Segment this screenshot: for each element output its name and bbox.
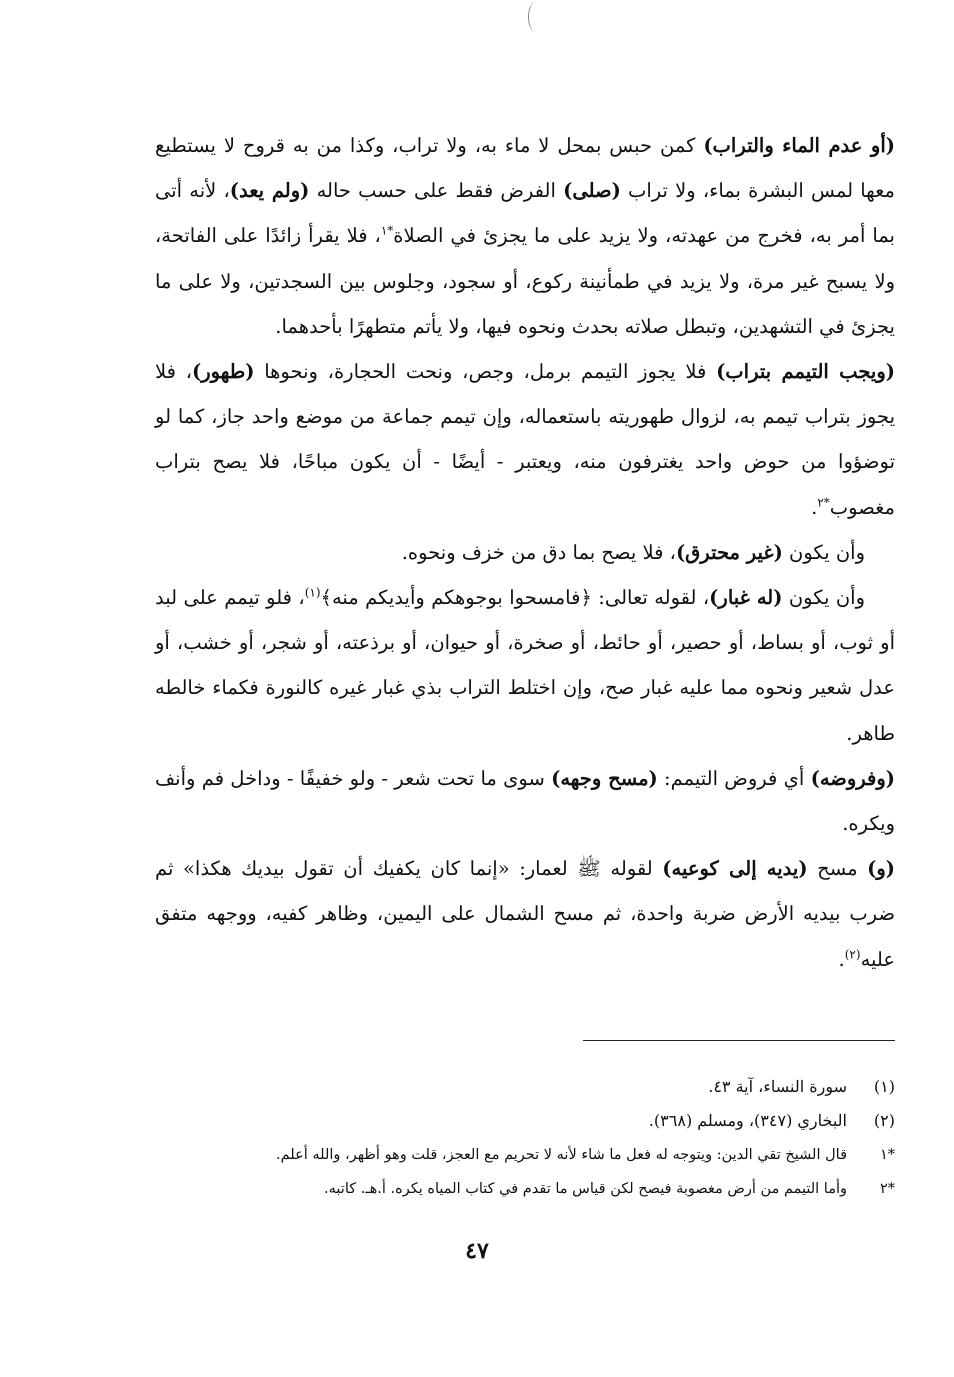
text-run: لقوله ﷺ لعمار: «إنما كان يكفيك أن تقول بيديك هكذا» ثم ضرب بيديه الأرض ضربة واحدة، ثم مسح الشمال على اليمين، وظاهر كفيه، ووجهه متفق عليه: [155, 857, 895, 971]
text-run: كمن حبس بمحل لا ماء به، ولا تراب، وكذا من به قروح لا يستطيع معها لمس البشرة بماء، ولا تراب: [155, 134, 895, 203]
footnote-text: البخاري (٣٤٧)، ومسلم (٣٦٨).: [648, 1111, 847, 1130]
footnote-divider: [583, 1040, 895, 1041]
bold-term: (يديه إلى كوعيه): [662, 857, 808, 881]
margin-note: [155, 1174, 895, 1204]
text-run: ، لأنه أتى بما أمر به، فخرج من عهدته، ولا يزيد على ما يجزئ في الصلاة: [155, 179, 895, 248]
bold-term: (وفروضه): [810, 766, 895, 790]
page-number: ٤٧: [465, 1238, 489, 1264]
bold-term: (ويجب التيمم بتراب): [716, 360, 895, 384]
footnote: [155, 1106, 895, 1136]
text-run: مسح: [807, 857, 868, 881]
main-text: [155, 123, 895, 982]
bold-term: (صلى): [563, 179, 621, 203]
paragraph: [155, 123, 895, 349]
margin-note-text: قال الشيخ تقي الدين: ويتوجه له فعل ما شاء لأنه لا تحريم مع العجز، قلت وهو أظهر، والله أعلم.: [276, 1147, 847, 1163]
footnotes-section: [155, 1072, 895, 1204]
bold-term: (غير محترق): [675, 540, 783, 564]
bold-term: (طهور): [192, 360, 255, 384]
margin-note-number: *١: [879, 1147, 895, 1163]
note-marker: *٢: [817, 495, 830, 510]
margin-note-text: وأما التيمم من أرض مغصوبة فيصح لكن قياس ما تقدم في كتاب المياه يكره. أ.هـ. كاتبه.: [324, 1181, 847, 1197]
margin-note: [155, 1140, 895, 1170]
note-marker: *١: [380, 223, 394, 238]
text-run: الفرض فقط على حسب حاله: [309, 179, 564, 203]
paragraph: [155, 349, 895, 530]
paragraph: [155, 575, 895, 756]
text-run: .: [811, 495, 818, 519]
text-run: وأن يكون: [782, 586, 865, 610]
paragraph: [155, 846, 895, 982]
paragraph: [155, 530, 895, 575]
bold-term: (و): [867, 857, 895, 881]
text-run: ، فلا يجوز بتراب تيمم به، لزوال طهوريته باستعماله، وإن تيمم جماعة من موضع واحد جاز، كما لو توضؤوا من حوض واحد يغترفون منه، ويعتبر - أيضًا - أن يكون مباحًا، فلا يصح بتراب مغصوب: [155, 360, 895, 519]
text-run: فلا يجوز التيمم برمل، وجص، ونحت الحجارة، ونحوها: [254, 360, 717, 384]
bold-term: (ولم يعد): [229, 179, 310, 203]
text-run: ، فلا يقرأ زائدًا على الفاتحة، ولا يسبح غير مرة، ولا يزيد في طمأنينة ركوع، أو سجود، وجلوس بين السجدتين، ولا على ما يجزئ في التشهدين، وتبطل صلاته بحدث ونحوه فيها، ولا يأتم متطهرًا بأحدهما.: [155, 224, 895, 338]
note-marker: (٢): [844, 947, 861, 962]
text-run: ، لقوله تعالى: ﴿فامسحوا بوجوهكم وأيديكم منه﴾: [320, 586, 710, 610]
scan-mark: [528, 2, 543, 32]
bold-term: (أو عدم الماء والتراب): [703, 134, 895, 157]
note-marker: (١): [304, 585, 321, 600]
text-run: ، فلو تيمم على لبد أو ثوب، أو بساط، أو حصير، أو حائط، أو صخرة، أو حيوان، أو برذعته، أو شجر، أو خشب، أو عدل شعير ونحوه مما عليه غبار صح، وإن اختلط التراب بذي غبار غيره كالنورة فكماء خالطه طاهر.: [155, 586, 895, 745]
footnote-number: (٢): [873, 1111, 895, 1130]
text-run: أي فروض التيمم:: [657, 766, 811, 790]
bold-term: (له غبار): [709, 586, 783, 610]
margin-note-number: *٢: [879, 1181, 895, 1197]
text-run: .: [838, 947, 845, 971]
text-run: ، فلا يصح بما دق من خزف ونحوه.: [401, 540, 676, 564]
footnote-number: (١): [873, 1077, 895, 1096]
text-run: وأن يكون: [782, 540, 865, 564]
bold-term: (مسح وجهه): [551, 766, 658, 790]
paragraph: [155, 756, 895, 846]
text-run: سوى ما تحت شعر - ولو خفيفًا - وداخل فم وأنف ويكره.: [155, 766, 895, 836]
footnote-text: سورة النساء، آية ٤٣.: [708, 1077, 847, 1096]
footnote: [155, 1072, 895, 1102]
